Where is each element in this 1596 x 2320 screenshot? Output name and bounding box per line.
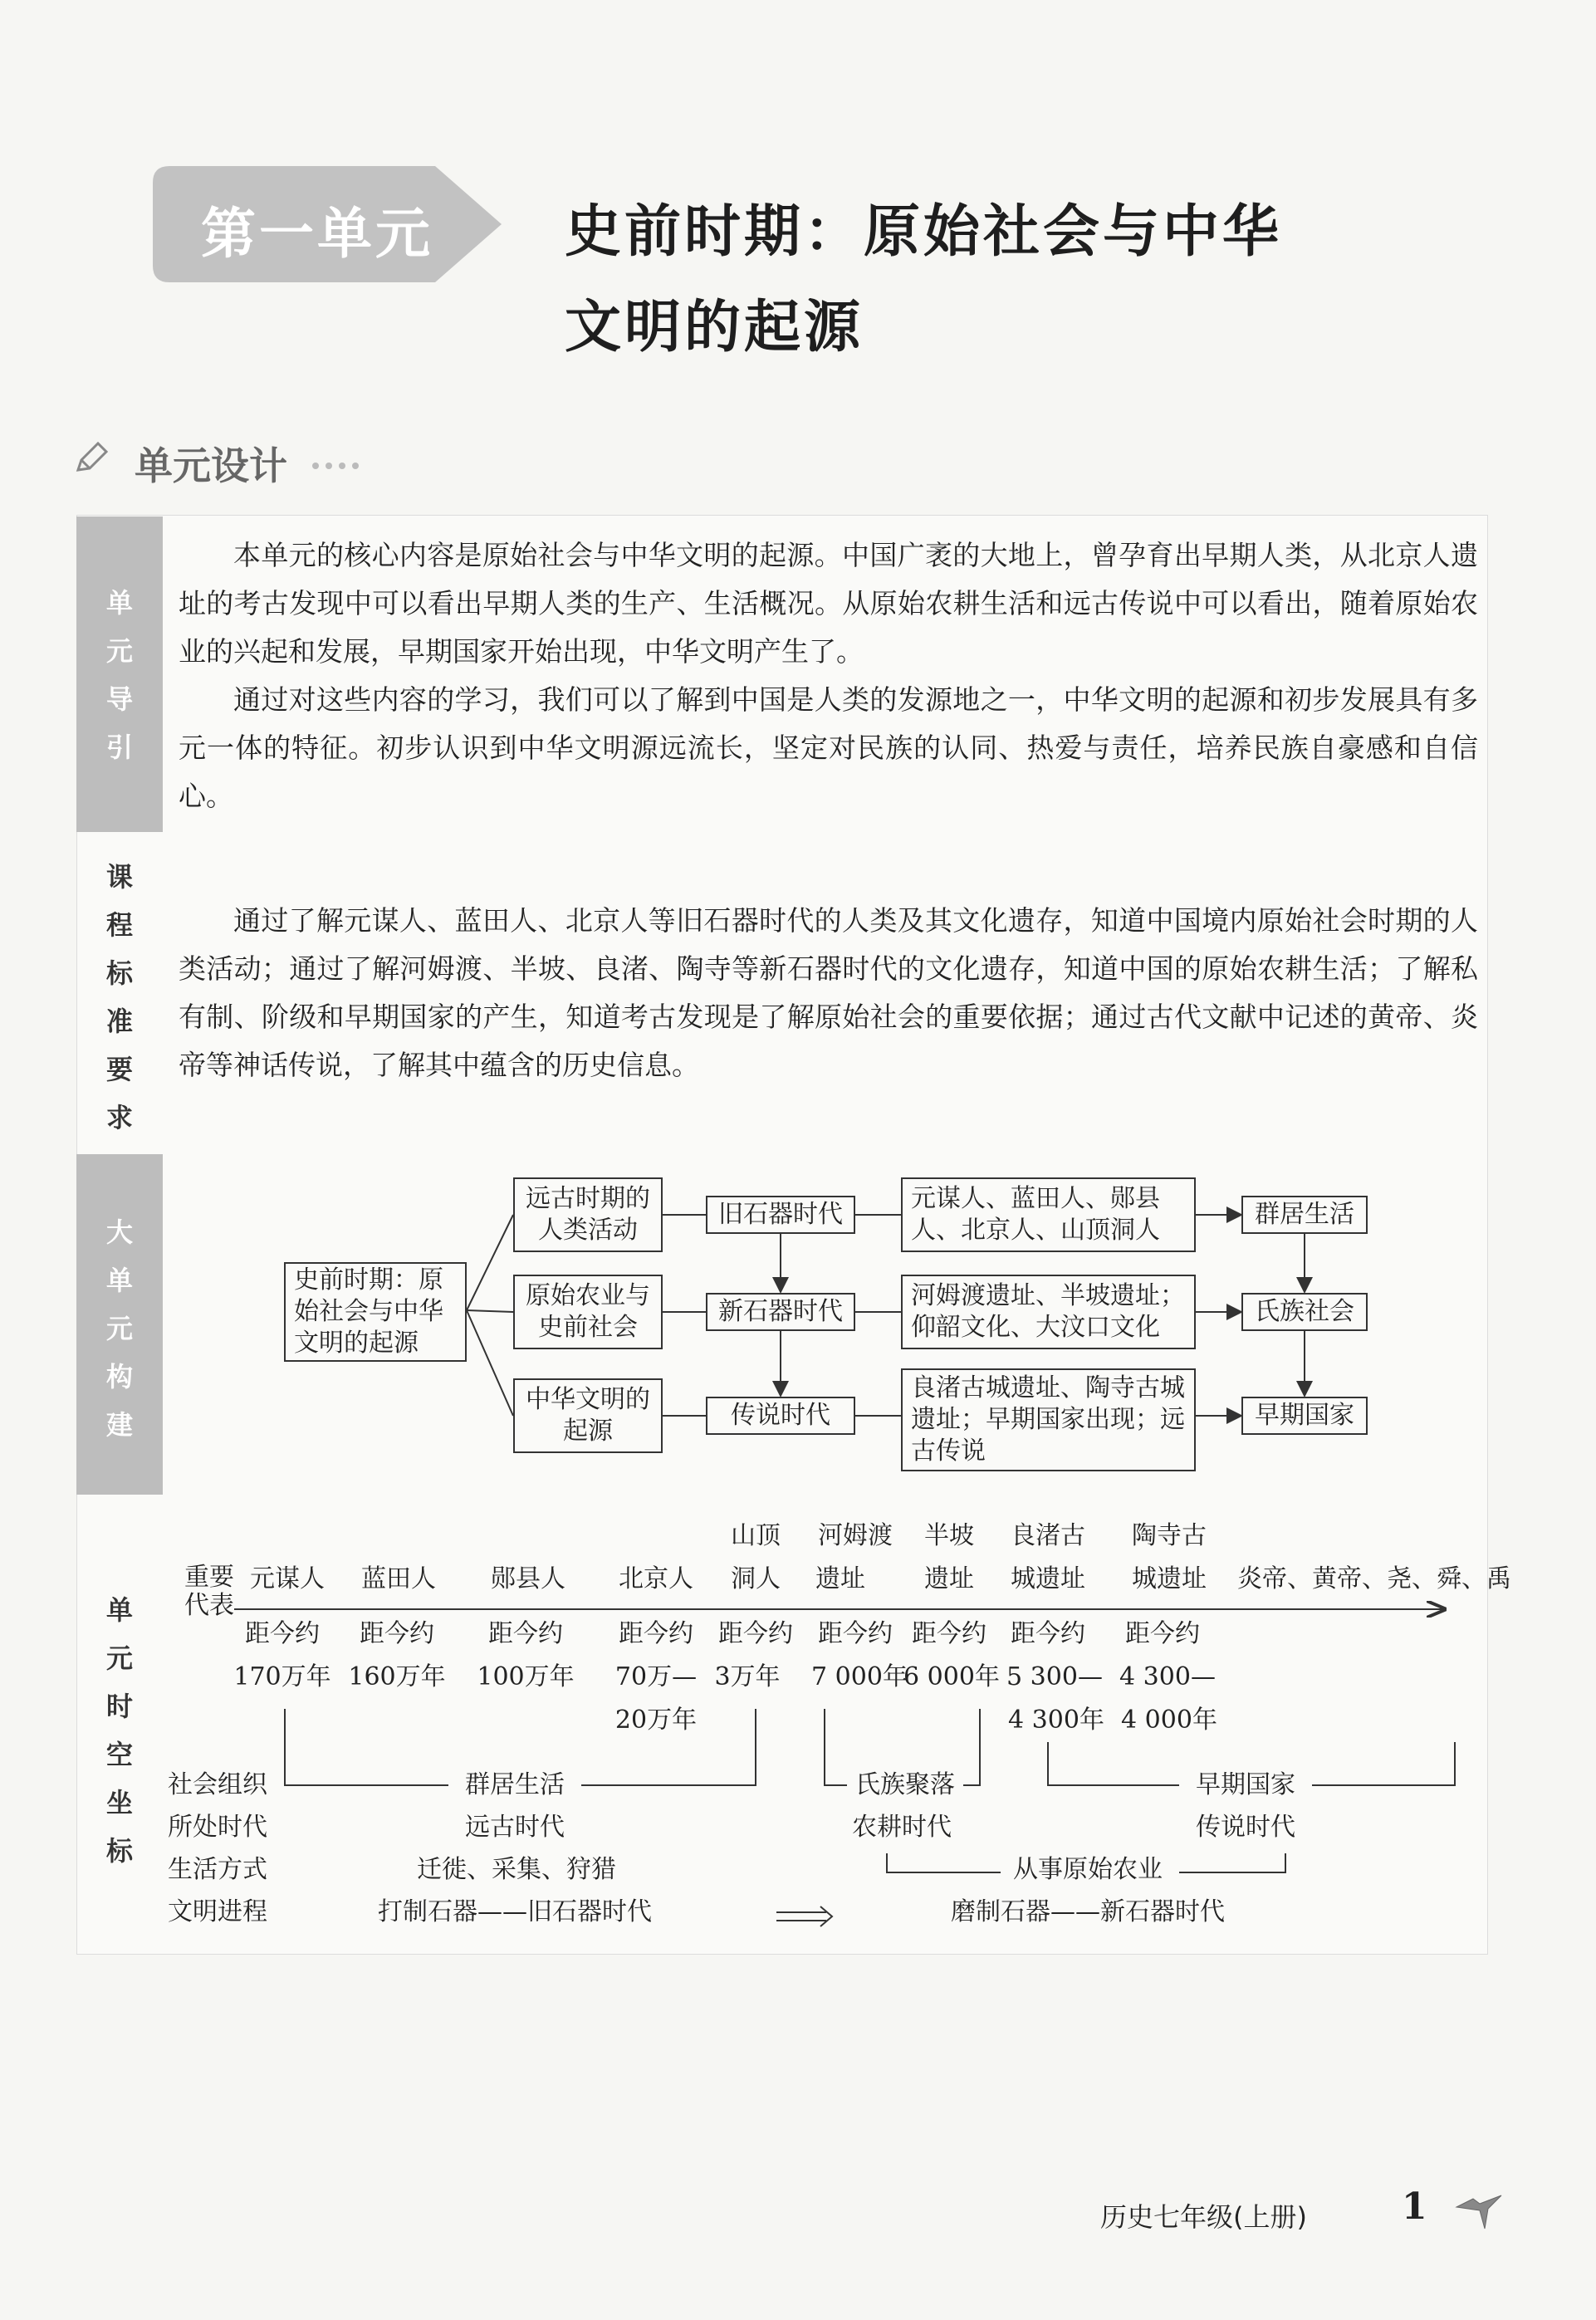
intro-paragraph-1: 本单元的核心内容是原始社会与中华文明的起源。中国广袤的大地上，曾孕育出早期人类，从北京人遗址的考古发现中可以看出早期人类的生产、生活概况。从原始农耕生活和远古传说中可以看出，随着原始农业的兴起和发展，早期国家开始出现，中华文明产生了。 [179,539,1478,668]
era-label: 远古时代 [465,1813,565,1842]
timeline-date: 4 300— [1119,1662,1216,1691]
timeline-row-label: 所处时代 [168,1813,267,1842]
timeline-row-label: 社会组织 [168,1770,267,1799]
flow-content-1: 元谋人、蓝田人、郧县人、北京人、山顶洞人 [901,1177,1196,1252]
timeline-date: 距今约 [488,1619,563,1648]
timeline-date: 70万— [614,1662,698,1691]
timeline-name: 郧县人 [491,1564,565,1593]
social-org-label: 早期国家 [1196,1770,1295,1799]
timeline-date: 距今约 [619,1619,693,1648]
lifestyle-label: 从事原始农业 [1013,1855,1163,1884]
timeline-name: 遗址 [924,1564,974,1593]
timeline-date: 6 000年 [903,1662,1000,1691]
flow-result-2: 氏族社会 [1241,1293,1368,1331]
timeline-name: 陶寺古 [1132,1521,1207,1550]
timeline-date: 100万年 [477,1662,575,1691]
section-heading: 单元设计 [135,443,287,488]
timeline-name: 城遗址 [1132,1564,1207,1593]
timeline-name: 北京人 [619,1564,693,1593]
timeline-date: 距今约 [360,1619,434,1648]
progress-label: 磨制石器——新石器时代 [951,1897,1225,1926]
footer-ornament-icon [1455,2192,1505,2234]
flow-topic-3: 中华文明的起源 [513,1378,663,1453]
flow-era-1: 旧石器时代 [706,1196,855,1234]
timeline-date: 距今约 [1125,1619,1200,1648]
timeline-name-legends: 炎帝、黄帝、尧、舜、禹 [1237,1564,1511,1593]
sidebar-label: 大 单 元 构 建 [105,1216,133,1441]
flow-topic-2: 原始农业与史前社会 [513,1275,663,1349]
timeline-name: 山顶 [731,1521,781,1550]
timeline-name: 元谋人 [250,1564,325,1593]
unit-badge-label: 第一单元 [201,202,433,266]
timeline-date: 170万年 [233,1662,331,1691]
footer-book-title: 历史七年级(上册) [1100,2201,1307,2233]
timeline-name: 洞人 [731,1564,781,1593]
timeline-row-label: 文明进程 [168,1897,267,1926]
timeline-date: 距今约 [912,1619,986,1648]
flow-root: 史前时期：原始社会与中华文明的起源 [284,1262,467,1362]
progress-label: 打制石器——旧石器时代 [378,1897,652,1926]
timeline-name: 半坡 [924,1521,974,1550]
timeline-date: 3万年 [714,1662,781,1691]
era-label: 传说时代 [1196,1813,1295,1842]
lifestyle-label: 迁徙、采集、狩猎 [417,1855,616,1884]
timeline-date: 距今约 [818,1619,893,1648]
sidebar-label: 课 程 标 准 要 求 [105,861,133,1133]
timeline-row-label: 生活方式 [168,1855,267,1884]
timeline-date: 距今约 [1011,1619,1085,1648]
page-number: 1 [1402,2185,1427,2228]
flow-result-3: 早期国家 [1241,1397,1368,1435]
timeline-date: 距今约 [245,1619,320,1648]
timeline-name: 遗址 [815,1564,865,1593]
sidebar-label: 单 元 导 引 [105,587,133,763]
timeline-name: 蓝田人 [361,1564,436,1593]
flow-content-3: 良渚古城遗址、陶寺古城遗址；早期国家出现；远古传说 [901,1368,1196,1471]
timeline-date: 4 300年 [1008,1706,1104,1735]
unit-title-line1: 史前时期：原始社会与中华 [565,199,1283,265]
intro-paragraph-2: 通过对这些内容的学习，我们可以了解到中国是人类的发源地之一，中华文明的起源和初步发展具有多元一体的特征。初步认识到中华文明源远流长，坚定对民族的认同、热爱与责任，培养民族自豪感和自信心。 [179,683,1478,812]
timeline-row-label: 重要代表 [184,1563,234,1620]
unit-title-line2: 文明的起源 [565,295,864,360]
timeline-date: 4 000年 [1121,1706,1217,1735]
flow-content-2: 河姆渡遗址、半坡遗址；仰韶文化、大汶口文化 [901,1275,1196,1349]
flow-era-3: 传说时代 [706,1397,855,1435]
standards-paragraph: 通过了解元谋人、蓝田人、北京人等旧石器时代的人类及其文化遗存，知道中国境内原始社会时期的人类活动；通过了解河姆渡、半坡、良渚、陶寺等新石器时代的文化遗存，知道中国的原始农耕生活；了解私有制、阶级和早期国家的产生，知道考古发现是了解原始社会的重要依据；通过古代文献中记述的黄帝、炎帝等神话传说，了解其中蕴含的历史信息。 [179,904,1478,1081]
social-org-label: 群居生活 [465,1770,565,1799]
flow-topic-1: 远古时期的人类活动 [513,1177,663,1252]
timeline-name: 城遗址 [1011,1564,1085,1593]
flow-result-1: 群居生活 [1241,1196,1368,1234]
era-label: 农耕时代 [852,1813,952,1842]
flow-era-2: 新石器时代 [706,1293,855,1331]
timeline-name: 良渚古 [1011,1521,1085,1550]
social-org-label: 氏族聚落 [855,1770,955,1799]
timeline-date: 5 300— [1006,1662,1103,1691]
timeline-date: 距今约 [718,1619,793,1648]
timeline-date: 7 000年 [811,1662,908,1691]
timeline-date: 20万年 [614,1706,698,1735]
timeline-date: 160万年 [348,1662,446,1691]
timeline-name: 河姆渡 [818,1521,893,1550]
sidebar-label: 单 元 时 空 坐 标 [105,1594,133,1867]
